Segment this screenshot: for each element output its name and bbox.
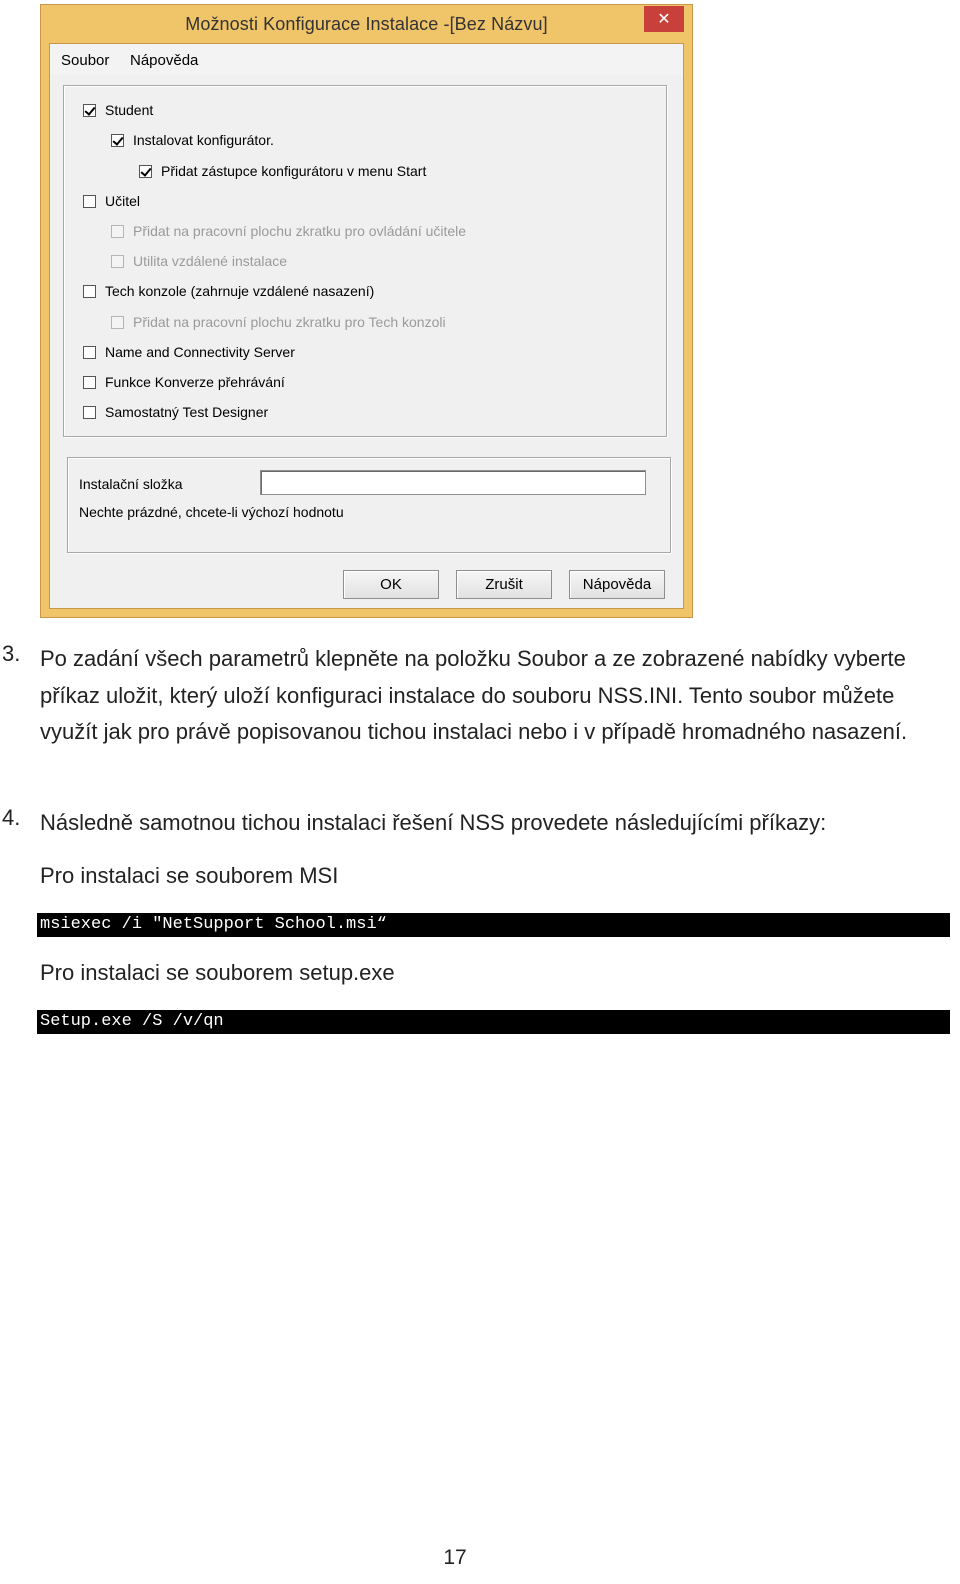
checkbox-teacher-desktop-shortcut <box>111 225 124 238</box>
msi-heading: Pro instalaci se souborem MSI <box>40 863 339 888</box>
option-name-connectivity-server[interactable] <box>83 344 295 360</box>
checkbox-remote-install-utility <box>111 255 124 268</box>
option-playback-conversion-label: Funkce Konverze přehrávání <box>105 374 285 390</box>
option-name-connectivity-server-label: Name and Connectivity Server <box>105 344 295 360</box>
option-remote-install-utility <box>111 253 287 269</box>
setup-command: Setup.exe /S /v/qn <box>37 1010 950 1034</box>
option-start-menu-shortcut[interactable] <box>139 163 426 179</box>
checkbox-name-connectivity-server[interactable] <box>83 346 96 359</box>
menu-soubor[interactable]: Soubor <box>61 52 110 69</box>
option-install-configurator[interactable] <box>111 132 274 148</box>
checkbox-playback-conversion[interactable] <box>83 376 96 389</box>
step-4-text: Následně samotnou tichou instalaci řešení NSS provedete následujícími příkazy: <box>40 810 827 835</box>
close-icon: ✕ <box>657 11 671 28</box>
checkbox-student[interactable] <box>83 104 96 117</box>
option-student[interactable] <box>83 102 153 118</box>
option-teacher-desktop-shortcut <box>111 223 466 239</box>
dialog-client-area <box>49 43 684 609</box>
step-3-text: Po zadání všech parametrů klepněte na položku Soubor a ze zobrazené nabídky vyberte příkaz uložit, který uloží konfiguraci instalace do souboru NSS.INI. Tento soubor můžete využít jak pro právě popisovanou tichou instalaci nebo i v případě hromadného nasazení. <box>40 646 908 744</box>
close-button[interactable] <box>644 6 684 32</box>
option-tech-desktop-shortcut <box>111 314 446 330</box>
option-playback-conversion[interactable] <box>83 374 285 390</box>
checkbox-tech-console[interactable] <box>83 285 96 298</box>
option-start-menu-shortcut-label: Přidat zástupce konfigurátoru v menu Start <box>161 163 427 179</box>
config-dialog-window <box>40 4 693 618</box>
option-ucitel-label: Učitel <box>105 193 141 209</box>
option-tech-desktop-shortcut-label: Přidat na pracovní plochu zkratku pro Tech konzoli <box>133 314 446 330</box>
title-bar[interactable] <box>41 5 692 43</box>
install-folder-label: Instalační složka <box>79 476 183 492</box>
option-install-configurator-label: Instalovat konfigurátor. <box>133 132 274 148</box>
checkbox-test-designer[interactable] <box>83 406 96 419</box>
checkbox-ucitel[interactable] <box>83 195 96 208</box>
msi-command: msiexec /i "NetSupport School.msi“ <box>37 913 950 937</box>
menu-napoveda[interactable]: Nápověda <box>130 52 199 69</box>
step-3-number: 3. <box>2 641 21 666</box>
ok-button[interactable]: OK <box>343 570 439 599</box>
option-ucitel[interactable] <box>83 193 140 209</box>
checkbox-install-configurator[interactable] <box>111 134 124 147</box>
step-4-number: 4. <box>2 805 21 830</box>
install-folder-input[interactable] <box>260 470 646 495</box>
checkbox-start-menu-shortcut[interactable] <box>139 165 152 178</box>
option-teacher-desktop-shortcut-label: Přidat na pracovní plochu zkratku pro ovládání učitele <box>133 223 467 239</box>
option-test-designer-label: Samostatný Test Designer <box>105 404 269 420</box>
option-tech-console[interactable] <box>83 283 374 299</box>
window-title: Možnosti Konfigurace Instalace -[Bez Názvu] <box>185 14 548 34</box>
option-tech-console-label: Tech konzole (zahrnuje vzdálené nasazení) <box>105 283 375 299</box>
checkbox-tech-desktop-shortcut <box>111 316 124 329</box>
option-remote-install-utility-label: Utilita vzdálené instalace <box>133 253 288 269</box>
menu-bar <box>50 44 683 74</box>
cancel-button[interactable]: Zrušit <box>456 570 552 599</box>
install-folder-hint: Nechte prázdné, chcete-li výchozí hodnotu <box>79 504 344 520</box>
page-number: 17 <box>443 1546 467 1569</box>
setup-heading: Pro instalaci se souborem setup.exe <box>40 960 395 985</box>
option-student-label: Student <box>105 102 154 118</box>
option-test-designer[interactable] <box>83 404 268 420</box>
help-button[interactable]: Nápověda <box>569 570 665 599</box>
